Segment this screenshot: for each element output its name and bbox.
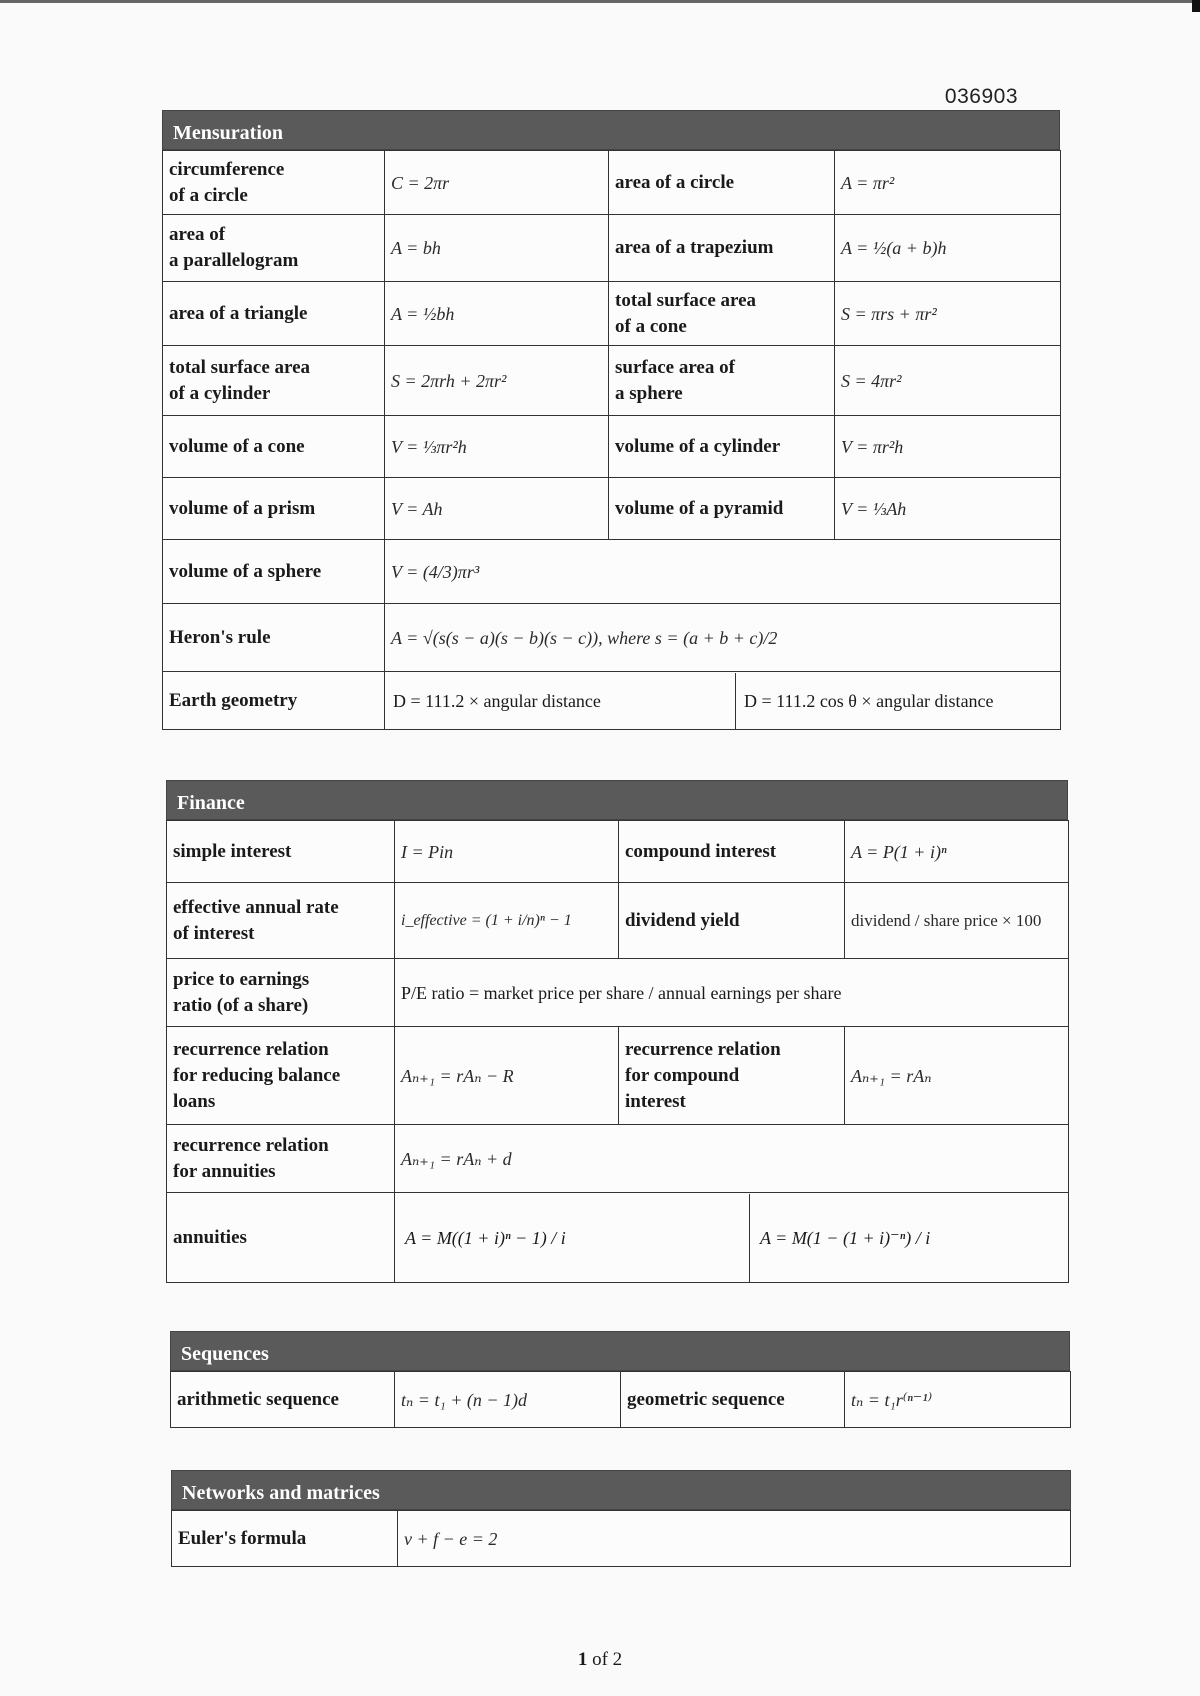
table-row [167, 959, 1069, 1027]
sequences-title: Sequences [170, 1331, 1070, 1371]
page-total: of 2 [592, 1649, 623, 1670]
document-id: 036903 [944, 85, 1018, 108]
mensuration-title: Mensuration [162, 110, 1060, 150]
formula-label: Euler's formula [172, 1511, 398, 1567]
table-row [163, 540, 1061, 604]
networks-section [171, 1470, 1071, 1567]
formula-label: annuities [167, 1193, 395, 1283]
formula-label: volume of a pyramid [609, 478, 835, 540]
formula: tₙ = t₁r⁽ⁿ⁻¹⁾ [845, 1372, 1071, 1428]
formula: v + f − e = 2 [398, 1511, 1071, 1567]
sequences-table [170, 1371, 1071, 1428]
formula: V = πr²h [835, 416, 1061, 478]
formula-label: total surface area of a cylinder [163, 346, 385, 416]
formula-label: compound interest [619, 821, 845, 883]
formula: Aₙ₊₁ = rAₙ − R [395, 1027, 619, 1125]
formula: V = (4/3)πr³ [385, 540, 1061, 604]
table-row [167, 1027, 1069, 1125]
formula-label: circumference of a circle [163, 151, 385, 215]
page-footer [0, 1649, 1200, 1671]
formula: tₙ = t₁ + (n − 1)d [395, 1372, 621, 1428]
formula: V = Ah [385, 478, 609, 540]
formula-label: area of a trapezium [609, 215, 835, 282]
top-edge-line [0, 0, 1200, 3]
formula: A = πr² [835, 151, 1061, 215]
formula-label: simple interest [167, 821, 395, 883]
formula-label: geometric sequence [621, 1372, 845, 1428]
earth-formulas [385, 672, 1061, 730]
formula: A = P(1 + i)ⁿ [845, 821, 1069, 883]
formula-label: Heron's rule [163, 604, 385, 672]
formula: S = 2πrh + 2πr² [385, 346, 609, 416]
formula: Aₙ₊₁ = rAₙ [845, 1027, 1069, 1125]
formula-label: area of a parallelogram [163, 215, 385, 282]
table-row [163, 478, 1061, 540]
formula-label: volume of a cylinder [609, 416, 835, 478]
formula: V = ⅓πr²h [385, 416, 609, 478]
table-row [163, 282, 1061, 346]
finance-table [166, 820, 1069, 1283]
table-row [167, 1125, 1069, 1193]
formula-label: Earth geometry [163, 672, 385, 730]
formula-label: volume of a cone [163, 416, 385, 478]
finance-section [166, 780, 1068, 1283]
table-row [163, 604, 1061, 672]
table-row [163, 215, 1061, 282]
formula-label: volume of a prism [163, 478, 385, 540]
formula: dividend / share price × 100 [845, 883, 1069, 959]
table-row [163, 346, 1061, 416]
formula: A = M((1 + i)ⁿ − 1) / i [395, 1194, 750, 1282]
formula: D = 111.2 cos θ × angular distance [744, 690, 994, 711]
formula: S = 4πr² [835, 346, 1061, 416]
formula: A = bh [385, 215, 609, 282]
formula: A = M(1 − (1 + i)⁻ⁿ) / i [760, 1227, 931, 1248]
formula-label: total surface area of a cone [609, 282, 835, 346]
annuity-formulas [395, 1193, 1069, 1283]
table-row [163, 416, 1061, 478]
table-row [167, 1193, 1069, 1283]
formula: P/E ratio = market price per share / annual earnings per share [395, 959, 1069, 1027]
formula: C = 2πr [385, 151, 609, 215]
page-number: 1 [577, 1649, 588, 1670]
top-edge-mark [1192, 0, 1200, 12]
formula: A = ½(a + b)h [835, 215, 1061, 282]
table-row [163, 151, 1061, 215]
sequences-section [170, 1331, 1070, 1428]
formula: i_effective = (1 + i/n)ⁿ − 1 [395, 883, 619, 959]
mensuration-table [162, 150, 1061, 730]
table-row [167, 883, 1069, 959]
mensuration-section [162, 110, 1060, 730]
formula: V = ⅓Ah [835, 478, 1061, 540]
formula-label: volume of a sphere [163, 540, 385, 604]
formula: S = πrs + πr² [835, 282, 1061, 346]
formula-label: area of a circle [609, 151, 835, 215]
formula-label: area of a triangle [163, 282, 385, 346]
table-row [163, 672, 1061, 730]
table-row [167, 821, 1069, 883]
formula: I = Pin [395, 821, 619, 883]
formula-label: effective annual rate of interest [167, 883, 395, 959]
networks-table [171, 1510, 1071, 1567]
formula: D = 111.2 × angular distance [385, 673, 736, 729]
finance-title: Finance [166, 780, 1068, 820]
formula: A = ½bh [385, 282, 609, 346]
formula: A = √(s(s − a)(s − b)(s − c)), where s = (a + b + c)/2 [385, 604, 1061, 672]
table-row [171, 1372, 1071, 1428]
formula-label: recurrence relation for compound interest [619, 1027, 845, 1125]
formula-label: recurrence relation for annuities [167, 1125, 395, 1193]
formula-label: arithmetic sequence [171, 1372, 395, 1428]
formula-label: surface area of a sphere [609, 346, 835, 416]
formula-label: dividend yield [619, 883, 845, 959]
formula-label: price to earnings ratio (of a share) [167, 959, 395, 1027]
table-row [172, 1511, 1071, 1567]
formula-label: recurrence relation for reducing balance loans [167, 1027, 395, 1125]
networks-title: Networks and matrices [171, 1470, 1071, 1510]
formula: Aₙ₊₁ = rAₙ + d [395, 1125, 1069, 1193]
